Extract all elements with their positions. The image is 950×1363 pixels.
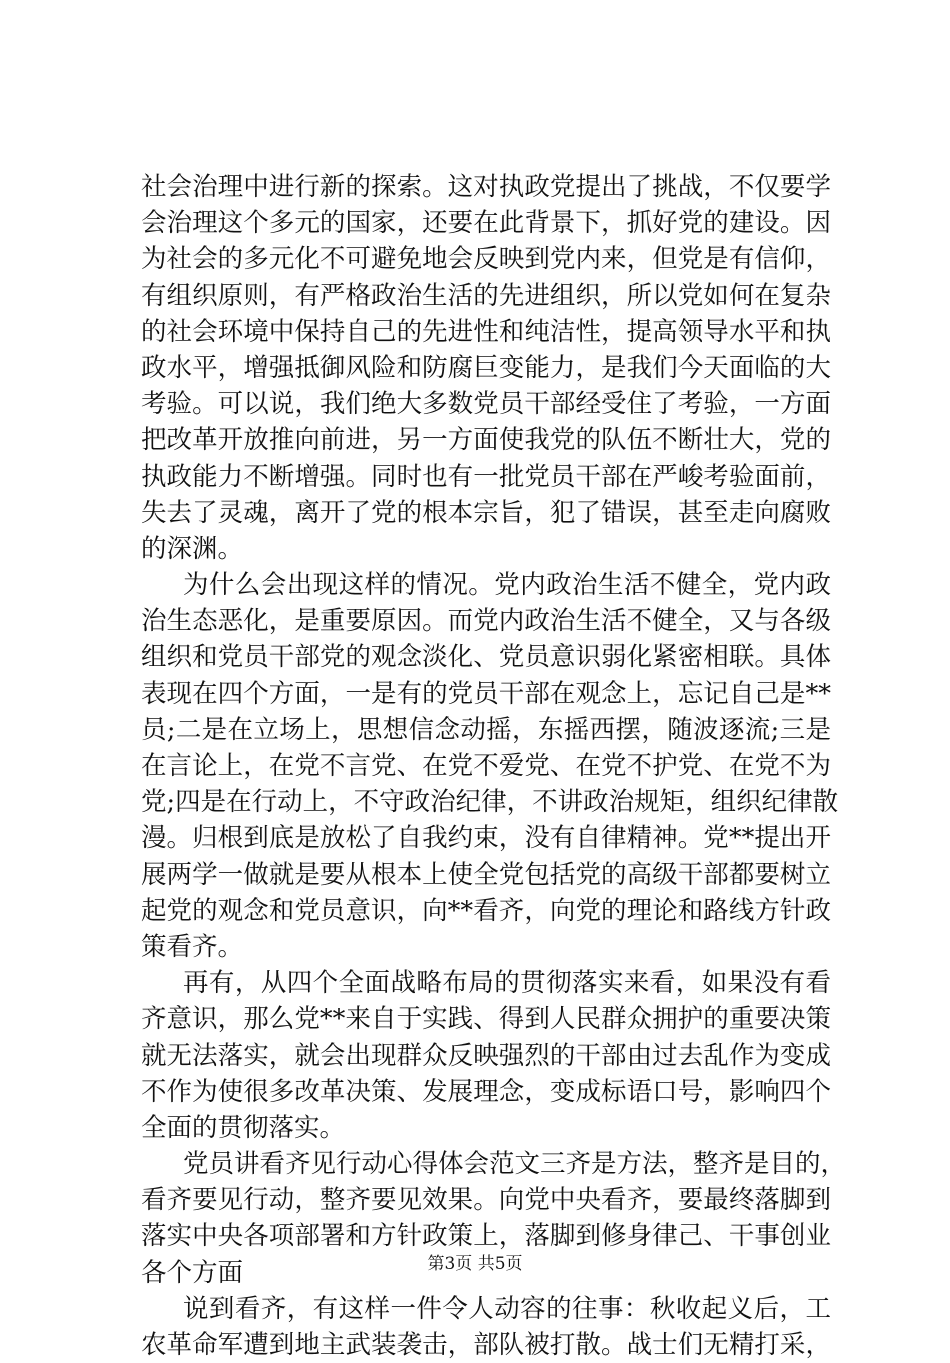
- text-line: 为社会的多元化不可避免地会反映到党内来，但党是有信仰，: [141, 244, 831, 275]
- text-line: 组织和党员干部党的观念淡化、党员意识弱化紧密相联。具体: [141, 642, 831, 673]
- text-line: 各个方面: [141, 1257, 244, 1288]
- text-line: 会治理这个多元的国家，还要在此背景下，抓好党的建设。因: [141, 208, 831, 239]
- text-line: 不作为使很多改革决策、发展理念，变成标语口号，影响四个: [141, 1076, 831, 1107]
- text-line: 党员讲看齐见行动心得体会范文三齐是方法，整齐是目的，: [183, 1149, 847, 1180]
- text-line: 起党的观念和党员意识，向**看齐，向党的理论和路线方针政: [141, 895, 831, 926]
- text-line: 说到看齐，有这样一件令人动容的往事：秋收起义后，工: [183, 1293, 831, 1324]
- text-line: 考验。可以说，我们绝大多数党员干部经受住了考验，一方面: [141, 389, 831, 420]
- text-line: 治生态恶化，是重要原因。而党内政治生活不健全，又与各级: [141, 606, 831, 637]
- text-line: 把改革开放推向前进，另一方面使我党的队伍不断壮大，党的: [141, 425, 831, 456]
- text-line: 为什么会出现这样的情况。党内政治生活不健全，党内政: [183, 570, 831, 601]
- text-line: 漫。归根到底是放松了自我约束，没有自律精神。党**提出开: [141, 823, 831, 854]
- text-line: 策看齐。: [141, 931, 244, 962]
- text-line: 的社会环境中保持自己的先进性和纯洁性，提高领导水平和执: [141, 316, 831, 347]
- text-line: 落实中央各项部署和方针政策上，落脚到修身律己、干事创业: [141, 1221, 831, 1252]
- text-line: 表现在四个方面，一是有的党员干部在观念上，忘记自己是**: [141, 678, 831, 709]
- document-body: [141, 169, 847, 1363]
- text-line: 失去了灵魂，离开了党的根本宗旨，犯了错误，甚至走向腐败: [141, 497, 831, 528]
- text-line: 有组织原则，有严格政治生活的先进组织，所以党如何在复杂: [141, 280, 831, 311]
- text-line: 全面的贯彻落实。: [141, 1112, 346, 1143]
- text-line: 展两学一做就是要从根本上使全党包括党的高级干部都要树立: [141, 859, 831, 890]
- text-line: 社会治理中进行新的探索。这对执政党提出了挑战，不仅要学: [141, 172, 831, 202]
- text-line: 齐意识，那么党**来自于实践、得到人民群众拥护的重要决策: [141, 1004, 831, 1035]
- text-line: 政水平，增强抵御风险和防腐巨变能力，是我们今天面临的大: [141, 352, 831, 383]
- text-line: 再有，从四个全面战略布局的贯彻落实来看，如果没有看: [183, 968, 831, 999]
- text-line: 就无法落实，就会出现群众反映强烈的干部由过去乱作为变成: [141, 1040, 831, 1071]
- page-footer: 第3页 共5页: [427, 1254, 523, 1274]
- text-line: 党;四是在行动上，不守政治纪律，不讲政治规矩，组织纪律散: [141, 787, 839, 818]
- text-line: 的深渊。: [141, 533, 244, 564]
- text-line: 执政能力不断增强。同时也有一批党员干部在严峻考验面前，: [141, 461, 831, 492]
- text-line: 看齐要见行动，整齐要见效果。向党中央看齐，要最终落脚到: [141, 1185, 831, 1216]
- text-line: 农革命军遭到地主武装袭击，部队被打散。战士们无精打采，: [141, 1330, 831, 1360]
- text-line: 在言论上，在党不言党、在党不爱党、在党不护党、在党不为: [141, 751, 831, 781]
- text-line: 员;二是在立场上，思想信念动摇，东摇西摆，随波逐流;三是: [141, 714, 831, 745]
